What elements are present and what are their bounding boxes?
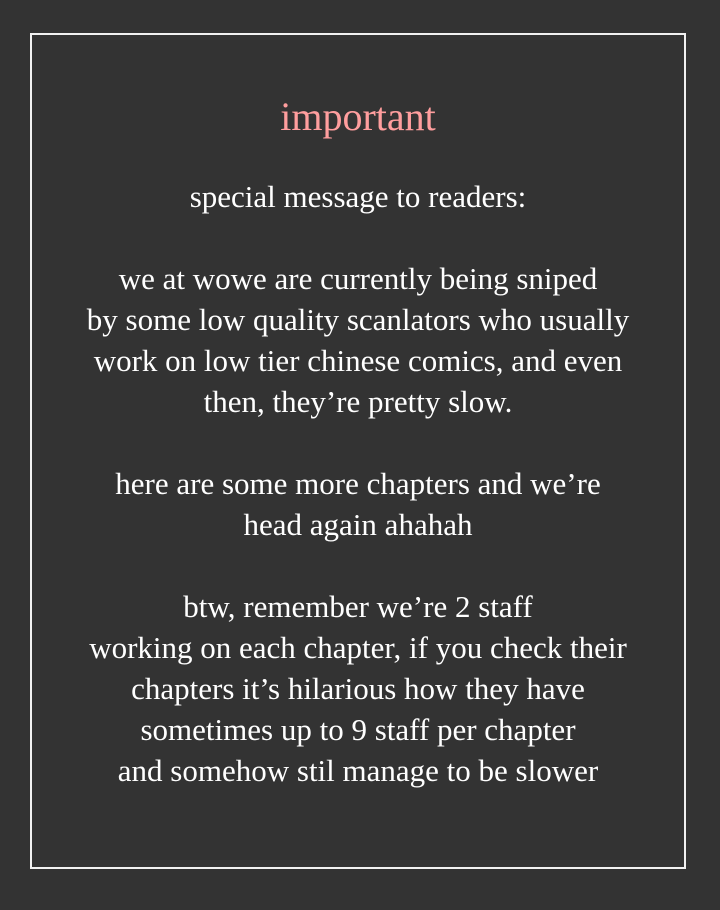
- text-line: working on each chapter, if you check their: [89, 630, 627, 665]
- text-line: then, they’re pretty slow.: [203, 384, 513, 419]
- text-line: sometimes up to 9 staff per chapter: [140, 712, 576, 747]
- text-line: chapters it’s hilarious how they have: [131, 671, 585, 706]
- paragraph-chapters: [32, 463, 684, 545]
- text-line: special message to readers:: [189, 179, 527, 214]
- paragraph-staff: [32, 586, 684, 791]
- paragraph-greeting: [32, 176, 684, 217]
- paragraph-sniped: [32, 258, 684, 422]
- message-frame: [30, 33, 686, 869]
- text-line: work on low tier chinese comics, and even: [93, 343, 623, 378]
- message-title: important: [280, 94, 436, 139]
- text-line: by some low quality scanlators who usually: [86, 302, 630, 337]
- message-body: [32, 176, 684, 791]
- text-line: we at wowe are currently being sniped: [118, 261, 598, 296]
- text-line: and somehow stil manage to be slower: [117, 753, 599, 788]
- text-line: btw, remember we’re 2 staff: [183, 589, 533, 624]
- text-line: here are some more chapters and we’re: [115, 466, 601, 501]
- text-line: head again ahahah: [243, 507, 473, 542]
